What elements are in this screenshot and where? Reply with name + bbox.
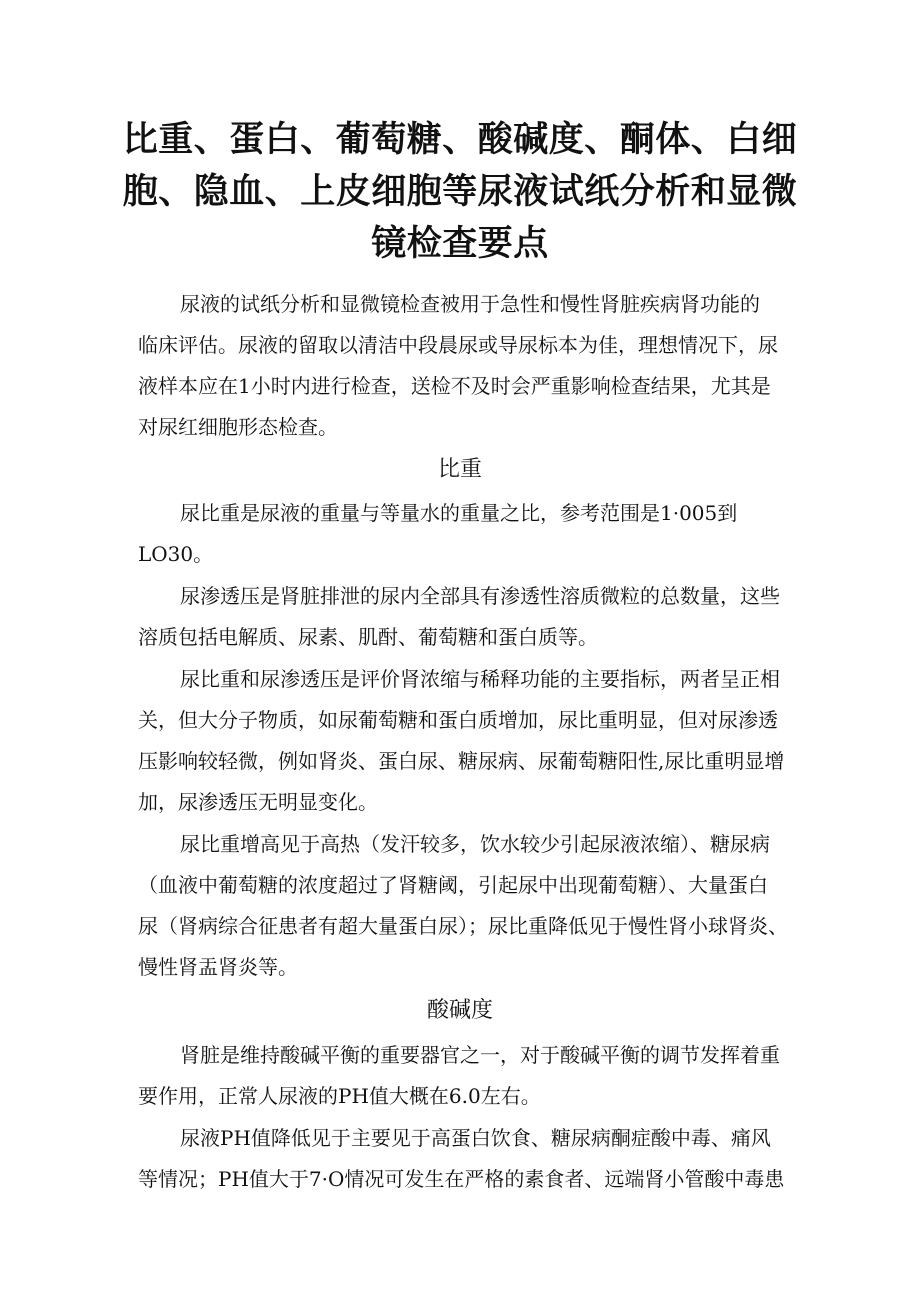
paragraph-line: （血液中葡萄糖的浓度超过了肾糖阈，引起尿中出现葡萄糖）、大量蛋白 — [138, 873, 768, 897]
specific-gravity-paragraph-3 — [138, 659, 798, 823]
paragraph-line: 尿液的试纸分析和显微镜检查被用于急性和慢性肾脏疾病肾功能的 — [180, 292, 760, 316]
specific-gravity-paragraph-4 — [138, 824, 798, 988]
specific-gravity-paragraph-1 — [138, 493, 798, 575]
paragraph-line: 液样本应在1小时内进行检查，送检不及时会严重影响检查结果，尤其是 — [138, 374, 771, 398]
paragraph-line: 尿液PH值降低见于主要见于高蛋白饮食、糖尿病酮症酸中毒、痛风 — [180, 1126, 771, 1150]
title-line: 比重、蛋白、葡萄糖、酸碱度、酮体、白细 — [122, 120, 798, 160]
ph-paragraph-1 — [138, 1035, 798, 1117]
paragraph-line: 肾脏是维持酸碱平衡的重要器官之一，对于酸碱平衡的调节发挥着重 — [180, 1043, 780, 1067]
title-line: 镜检查要点 — [371, 224, 549, 264]
paragraph-line: 溶质包括电解质、尿素、肌酎、葡萄糖和蛋白质等。 — [138, 625, 598, 649]
paragraph-line: LO30。 — [138, 542, 214, 566]
paragraph-line: 临床评估。尿液的留取以清洁中段晨尿或导尿标本为佳，理想情况下，尿 — [138, 333, 778, 357]
paragraph-line: 慢性肾盂肾炎等。 — [138, 955, 298, 979]
section-heading-ph: 酸碱度 — [426, 998, 493, 1023]
ph-paragraph-2 — [138, 1118, 798, 1200]
paragraph-line: 尿渗透压是肾脏排泄的尿内全部具有渗透性溶质微粒的总数量，这些 — [180, 584, 780, 608]
paragraph-line: 尿比重和尿渗透压是评价肾浓缩与稀释功能的主要指标，两者呈正相 — [180, 667, 780, 691]
paragraph-line: 关，但大分子物质，如尿葡萄糖和蛋白质增加，尿比重明显，但对尿渗透 — [138, 708, 778, 732]
specific-gravity-paragraph-2 — [138, 576, 798, 658]
paragraph-line: 等情况；PH值大于7·O情况可发生在严格的素食者、远端肾小管酸中毒患 — [138, 1167, 785, 1191]
paragraph-line: 压影响较轻微，例如肾炎、蛋白尿、糖尿病、尿葡萄糖阳性,尿比重明显增 — [138, 749, 785, 773]
title-line: 胞、隐血、上皮细胞等尿液试纸分析和显微 — [122, 172, 798, 212]
paragraph-line: 尿（肾病综合征患者有超大量蛋白尿）；尿比重降低见于慢性肾小球肾炎、 — [138, 914, 788, 938]
paragraph-line: 尿比重增高见于高热（发汗较多，饮水较少引起尿液浓缩）、糖尿病 — [180, 832, 770, 856]
paragraph-line: 尿比重是尿液的重量与等量水的重量之比，参考范围是1·005到 — [180, 501, 738, 525]
intro-paragraph — [138, 284, 798, 448]
document-title — [120, 114, 800, 270]
paragraph-line: 加，尿渗透压无明显变化。 — [138, 790, 378, 814]
section-heading-specific-gravity: 比重 — [437, 457, 482, 482]
paragraph-line: 要作用，正常人尿液的PH值大概在6.0左右。 — [138, 1084, 541, 1108]
paragraph-line: 对尿红细胞形态检查。 — [138, 415, 338, 439]
